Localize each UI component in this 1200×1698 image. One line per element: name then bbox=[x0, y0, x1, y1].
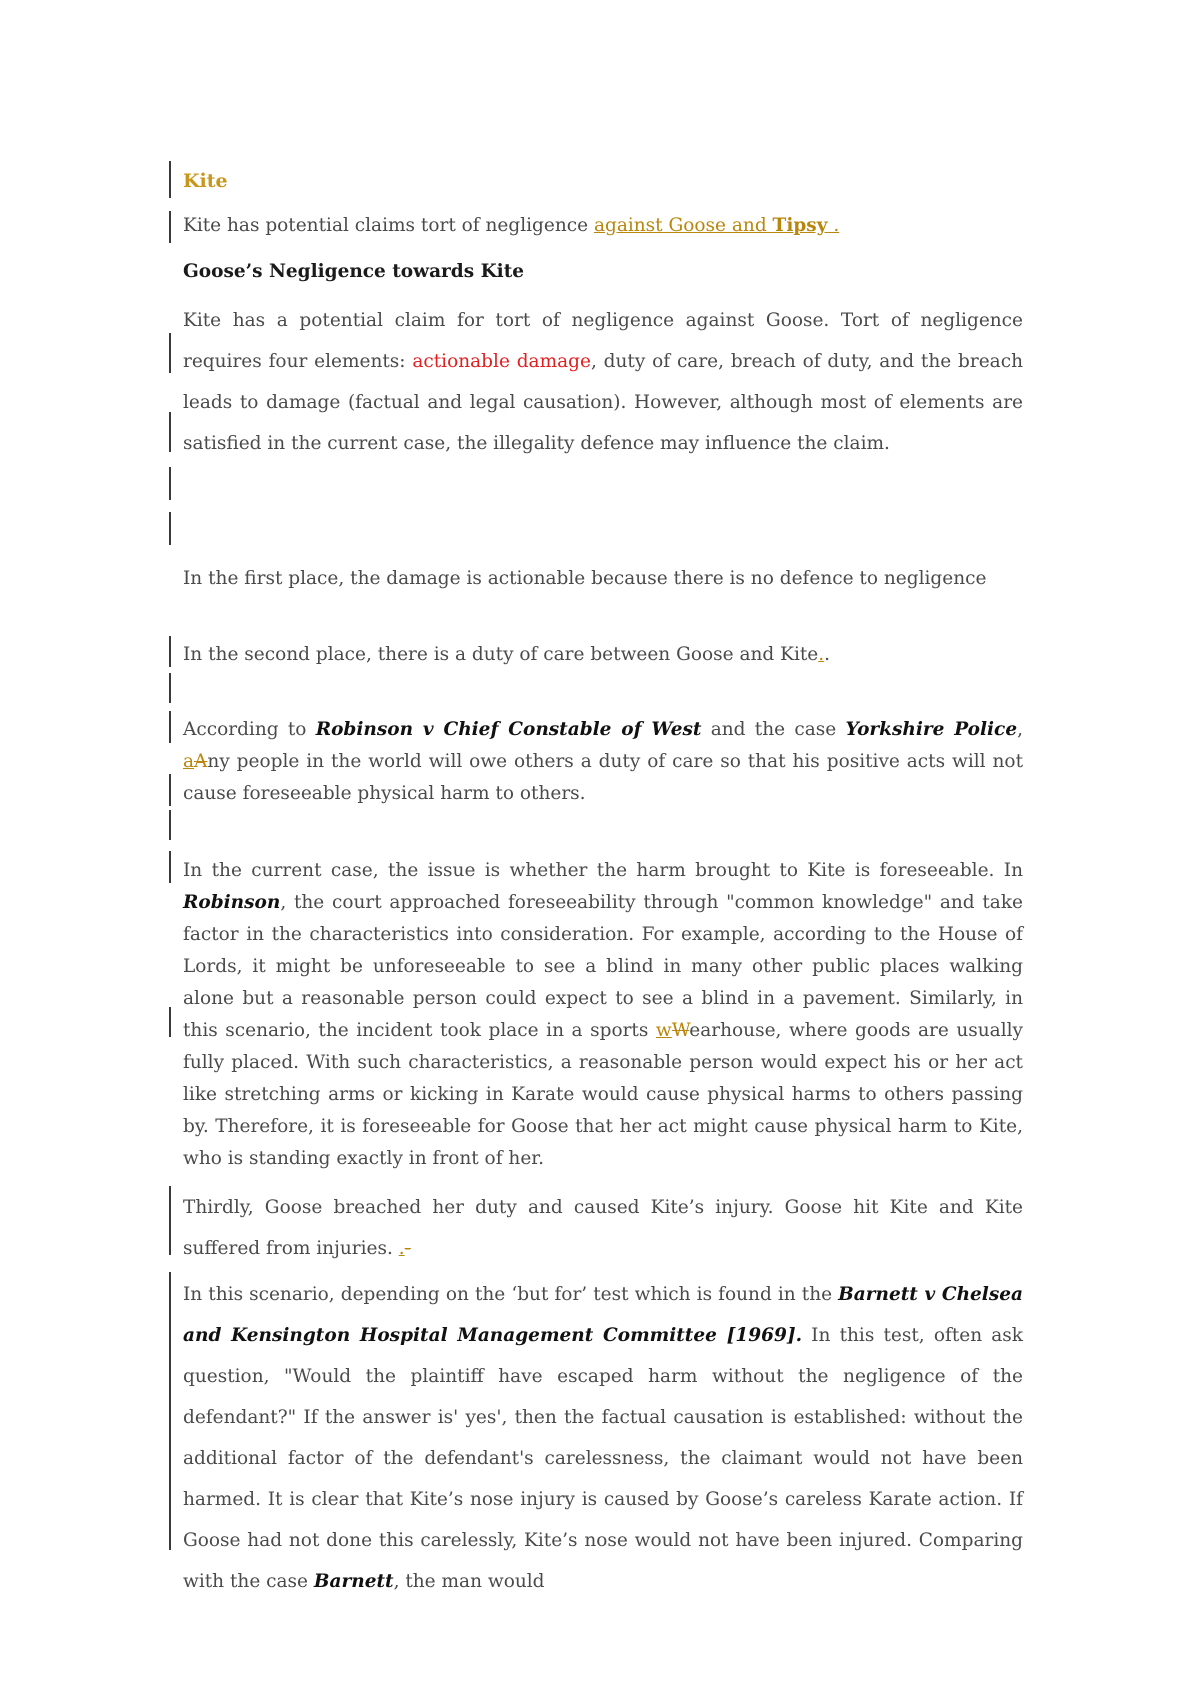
para-text: , duty of care, breach of duty, and the breach leads to damage (factual and legal causation). However, although most of elements are satisfied in the current case, the illegality defence may influence the claim. bbox=[183, 351, 1023, 454]
para-text: In the second place, there is a duty of care between Goose and Kite bbox=[183, 644, 819, 665]
paragraph-but-for-test bbox=[183, 1274, 1023, 1602]
change-bar bbox=[169, 851, 171, 883]
inserted-text-bold: Tipsy bbox=[772, 215, 828, 236]
para-text: , the court approached foreseeability through "common knowledge" and take factor in the characteristics into consideration. For example, according to the House of Lords, it might be unforeseeable to see a blind in many other public places walking alone but a reasonable person could expect to see a blind in a pavement. Similarly, in this scenario, the incident took place in a sports bbox=[183, 892, 1023, 1041]
para-text: and the case bbox=[701, 719, 846, 740]
change-bar bbox=[169, 161, 171, 198]
deleted-text: - bbox=[404, 1238, 411, 1259]
change-bar bbox=[169, 412, 171, 452]
change-bar bbox=[169, 1007, 171, 1037]
paragraph-foreseeability bbox=[183, 855, 1023, 1175]
change-bar bbox=[169, 333, 171, 373]
deleted-text: W bbox=[671, 1020, 690, 1041]
change-bar bbox=[169, 1272, 171, 1550]
paragraph-actionable-damage: In the first place, the damage is actionable because there is no defence to negligence bbox=[183, 568, 987, 589]
paragraph-duty-of-care bbox=[183, 644, 1023, 665]
change-bar bbox=[169, 711, 171, 743]
change-bar bbox=[169, 774, 171, 806]
case-citation: Yorkshire Police bbox=[845, 719, 1018, 740]
change-bar bbox=[169, 810, 171, 840]
deleted-text: A bbox=[194, 751, 208, 772]
section-title: Goose’s Negligence towards Kite bbox=[183, 261, 525, 282]
highlighted-term: actionable damage bbox=[412, 351, 591, 372]
inserted-text: a bbox=[183, 751, 195, 772]
para-text: In the current case, the issue is whether the harm brought to Kite is foreseeable. In bbox=[183, 860, 1023, 881]
case-citation: Robinson v Chief Constable of West bbox=[315, 719, 702, 740]
inserted-text: against Goose and bbox=[593, 215, 773, 236]
para-text: Thirdly, Goose breached her duty and caused Kite’s injury. Goose hit Kite and Kite suffered from injuries. bbox=[183, 1197, 1023, 1259]
inserted-text: . bbox=[818, 644, 825, 665]
para-text: In this scenario, depending on the ‘but for’ test which is found in the bbox=[183, 1284, 839, 1305]
para-text: Kite has a potential claim for tort of negligence against Goose. Tort of negligence requires four elements: bbox=[183, 310, 1023, 372]
inserted-text: . bbox=[398, 1238, 405, 1259]
change-bar bbox=[169, 211, 171, 243]
change-bar bbox=[169, 1186, 171, 1255]
paragraph-breach bbox=[183, 1187, 1023, 1269]
para-text: In this test, often ask question, "Would the plaintiff have escaped harm without the negligence of the defendant?" If the answer is' yes', then the factual causation is established: without the additional factor of the defendant's carelessness, the claimant would not have been harmed. It is clear that Kite’s nose injury is caused by Goose’s careless Karate action. If Goose had not done this carelessly, Kite’s nose would not have been injured. Comparing with the case bbox=[183, 1325, 1023, 1592]
inserted-text-end: . bbox=[827, 215, 840, 236]
case-citation: Barnett v Chelsea and Kensington Hospital Management Committee [1969]. bbox=[183, 1284, 1023, 1346]
change-bar bbox=[169, 636, 171, 667]
change-bar bbox=[169, 512, 171, 545]
document-heading: Kite bbox=[183, 170, 228, 192]
para-text: , the man would bbox=[393, 1571, 545, 1592]
para-text: , bbox=[1017, 719, 1023, 740]
case-citation: Robinson bbox=[183, 892, 281, 913]
intro-paragraph bbox=[183, 215, 1023, 236]
para-text: According to bbox=[183, 719, 316, 740]
change-bar bbox=[169, 467, 171, 500]
para-text: . bbox=[824, 644, 831, 665]
para-text: earhouse, where goods are usually fully placed. With such characteristics, a reasonable person would expect his or her act like stretching arms or kicking in Karate would cause physical harms to others passing by. Therefore, it is foreseeable for Goose that her act might cause physical harm to Kite, who is standing exactly in front of her. bbox=[183, 1020, 1023, 1169]
para-text: ny people in the world will owe others a duty of care so that his positive acts will not cause foreseeable physical harm to others. bbox=[183, 751, 1023, 804]
case-citation: Barnett bbox=[313, 1571, 394, 1592]
paragraph-elements bbox=[183, 300, 1023, 464]
intro-text: Kite has potential claims tort of negligence bbox=[183, 215, 594, 236]
inserted-text: w bbox=[655, 1020, 672, 1041]
paragraph-robinson bbox=[183, 714, 1023, 810]
change-bar bbox=[169, 673, 171, 703]
